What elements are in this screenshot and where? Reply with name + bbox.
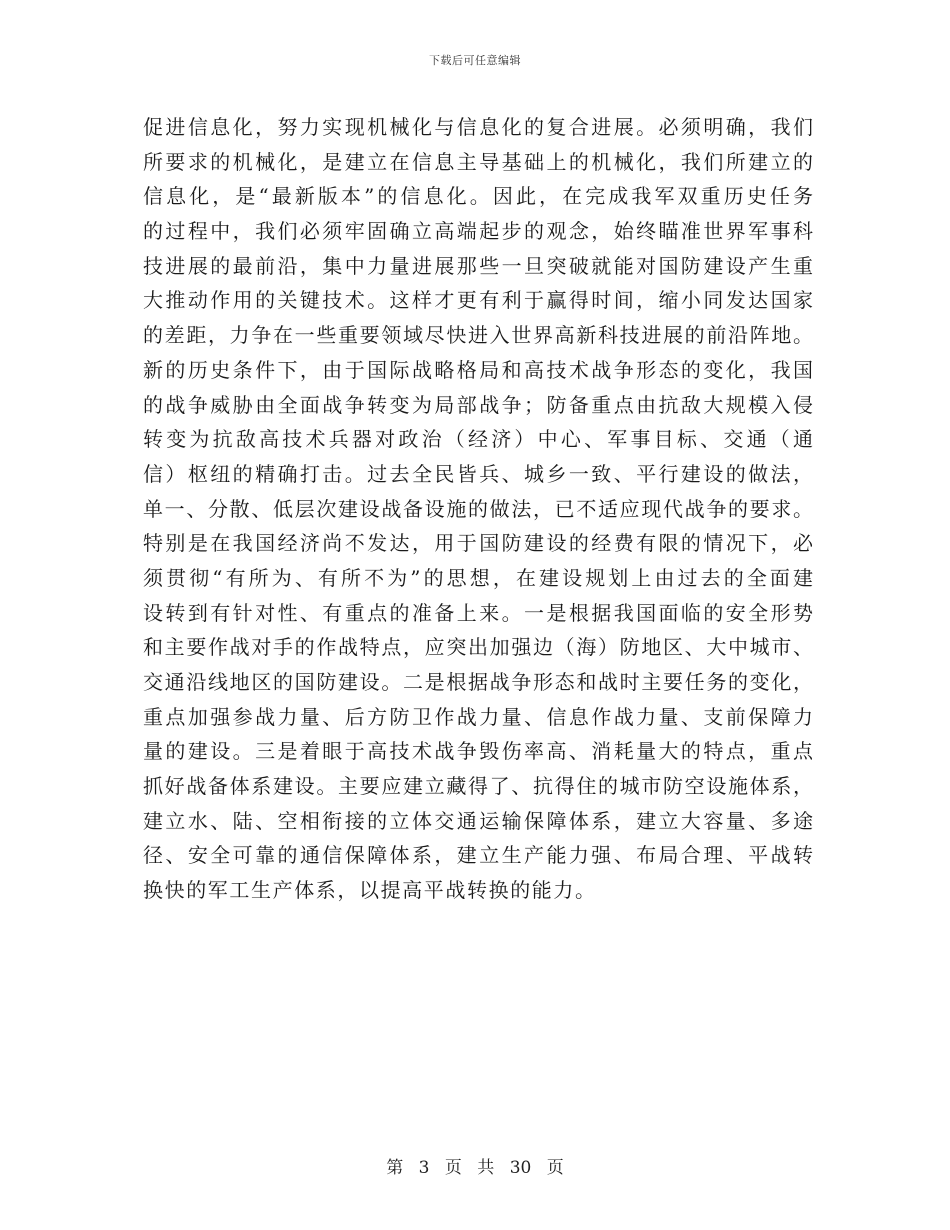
text-line: 的差距，力争在一些重要领域尽快进入世界高新科技进展的前沿阵地。 xyxy=(143,323,813,348)
document-body xyxy=(143,110,813,908)
text-line: 交通沿线地区的国防建设。二是根据战争形态和战时主要任务的变化， xyxy=(143,670,813,694)
text-line: 重点加强参战力量、后方防卫作战力量、信息作战力量、支前保障力 xyxy=(143,704,813,729)
text-line: 设转到有针对性、有重点的准备上来。一是根据我国面临的安全形势 xyxy=(143,600,813,625)
text-line: 信息化，是“最新版本”的信息化。因此，在完成我军双重历史任务 xyxy=(143,184,813,209)
page-footer xyxy=(0,1153,950,1178)
page-label-suffix: 页 xyxy=(546,1158,564,1178)
text-line: 单一、分散、低层次建设战备设施的做法，已不适应现代战争的要求。 xyxy=(143,496,813,521)
page-label-prefix: 第 xyxy=(386,1158,404,1178)
text-line: 技进展的最前沿，集中力量进展那些一旦突破就能对国防建设产生重 xyxy=(143,253,813,278)
text-line: 须贯彻“有所为、有所不为”的思想，在建设规划上由过去的全面建 xyxy=(143,565,813,590)
text-line: 的战争威胁由全面战争转变为局部战争；防备重点由抗敌大规模入侵 xyxy=(143,392,813,417)
text-line: 抓好战备体系建设。主要应建立藏得了、抗得住的城市防空设施体系， xyxy=(143,774,813,799)
text-line-last: 换快的军工生产体系，以提高平战转换的能力。 xyxy=(143,878,597,903)
page-header: 下载后可任意编辑 xyxy=(429,54,521,67)
text-line: 大推动作用的关键技术。这样才更有利于赢得时间，缩小同发达国家 xyxy=(143,288,813,313)
text-line: 建立水、陆、空相衔接的立体交通运输保障体系，建立大容量、多途 xyxy=(143,808,813,833)
text-line: 转变为抗敌高技术兵器对政治（经济）中心、军事目标、交通（通 xyxy=(143,427,813,452)
total-label: 共 xyxy=(477,1158,495,1178)
text-line: 量的建设。三是着眼于高技术战争毁伤率高、消耗量大的特点，重点 xyxy=(143,739,813,764)
text-line: 信）枢纽的精确打击。过去全民皆兵、城乡一致、平行建设的做法， xyxy=(143,461,813,486)
total-pages-number: 30 xyxy=(509,1158,532,1178)
text-line: 促进信息化，努力实现机械化与信息化的复合进展。必须明确，我们 xyxy=(143,115,813,139)
text-line: 所要求的机械化，是建立在信息主导基础上的机械化，我们所建立的 xyxy=(143,149,813,174)
current-page-number: 3 xyxy=(418,1158,430,1178)
page-label-mid: 页 xyxy=(444,1158,462,1178)
text-line: 径、安全可靠的通信保障体系，建立生产能力强、布局合理、平战转 xyxy=(143,843,813,868)
text-line: 特别是在我国经济尚不发达，用于国防建设的经费有限的情况下，必 xyxy=(143,531,813,556)
text-line: 的过程中，我们必须牢固确立高端起步的观念，始终瞄准世界军事科 xyxy=(143,219,813,244)
text-line: 新的历史条件下，由于国际战略格局和高技术战争形态的变化，我国 xyxy=(143,357,813,382)
text-line: 和主要作战对手的作战特点，应突出加强边（海）防地区、大中城市、 xyxy=(143,635,813,660)
